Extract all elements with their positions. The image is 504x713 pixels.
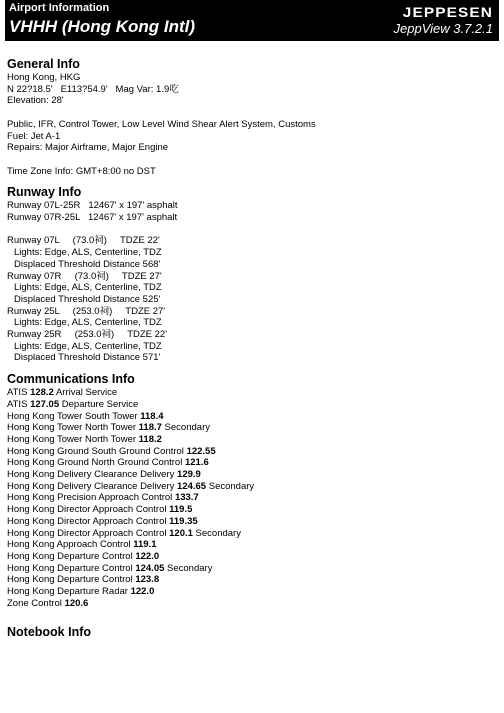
frequency-service-name: Hong Kong Tower South Tower (7, 410, 141, 422)
frequency-value: 120.1 (169, 527, 193, 539)
frequency-service-name: Hong Kong Director Approach Control (7, 527, 170, 539)
frequency-service-name: Hong Kong Tower North Tower (7, 422, 139, 434)
frequency-row (7, 504, 497, 516)
frequency-row (7, 492, 497, 504)
frequency-value: 121.6 (184, 457, 209, 469)
frequency-row (7, 411, 497, 423)
frequency-note: Secondary (164, 562, 213, 574)
runway-lights-text: Lights: Edge, ALS, Centerline, TDZ (14, 340, 162, 352)
frequency-value: 122.0 (135, 550, 160, 562)
frequency-service-name: ATIS (7, 398, 31, 410)
runway-threshold-text: Displaced Threshold Distance 525' (14, 293, 161, 305)
coordinates-text: N 22?18.5' E113?54.9' Mag Var: 1.9吃 (7, 83, 179, 95)
frequency-value: 119.35 (169, 515, 198, 527)
frequency-service-name: Hong Kong Approach Control (7, 539, 134, 551)
frequency-row (7, 469, 497, 481)
timezone-text: Time Zone Info: GMT+8:00 no DST (7, 165, 156, 177)
notebook-info-heading: Notebook Info (7, 625, 92, 640)
runway-detail-header: Runway 25L (253.0祠) TDZE 27' (7, 305, 166, 317)
frequency-row (7, 516, 497, 528)
frequency-row (7, 457, 497, 469)
frequency-note: Secondary (206, 480, 255, 492)
frequency-service-name: Hong Kong Departure Control (7, 574, 136, 586)
communications-list (7, 387, 497, 609)
facilities-text: Public, IFR, Control Tower, Low Level Wind Shear Alert System, Customs (7, 118, 316, 130)
jeppesen-logo: JEPPESEN (402, 4, 493, 20)
frequency-service-name: Hong Kong Director Approach Control (7, 504, 170, 516)
runway-lights-text: Lights: Edge, ALS, Centerline, TDZ (14, 282, 162, 294)
frequency-value: 119.5 (169, 504, 193, 516)
app-version: JeppView 3.7.2.1 (393, 21, 493, 36)
runway-threshold-text: Displaced Threshold Distance 568' (14, 258, 161, 270)
frequency-row (7, 528, 497, 540)
frequency-row (7, 551, 497, 563)
runway-summary-line: Runway 07R-25L 12467' x 197' asphalt (7, 212, 178, 223)
frequency-value: 119.1 (133, 539, 157, 551)
frequency-value: 124.65 (177, 480, 207, 492)
frequency-service-name: Zone Control (7, 597, 65, 609)
frequency-row (7, 481, 497, 493)
frequency-note: Departure Service (59, 398, 139, 410)
location-text: Hong Kong, HKG (7, 72, 81, 83)
fuel-text: Fuel: Jet A-1 (7, 130, 61, 142)
frequency-value: 133.7 (174, 492, 199, 504)
frequency-value: 122.0 (130, 586, 155, 598)
frequency-service-name: Hong Kong Departure Radar (7, 586, 131, 598)
frequency-value: 118.4 (140, 410, 164, 422)
header-bar (5, 0, 499, 41)
frequency-service-name: Hong Kong Director Approach Control (7, 515, 170, 527)
frequency-note: Secondary (192, 527, 241, 539)
runway-threshold-text: Displaced Threshold Distance 571' (14, 352, 161, 364)
runway-summary-line: Runway 07L-25R 12467' x 197' asphalt (7, 200, 178, 212)
airport-title: VHHH (Hong Kong Intl) (9, 17, 196, 36)
runway-detail-header: Runway 07L (73.0祠) TDZE 22' (7, 235, 160, 247)
runway-info-heading: Runway Info (7, 185, 82, 200)
frequency-value: 124.05 (135, 562, 165, 574)
frequency-service-name: Hong Kong Tower North Tower (7, 433, 139, 445)
frequency-note: Arrival Service (53, 387, 118, 399)
frequency-value: 118.7 (138, 422, 162, 434)
frequency-service-name: Hong Kong Ground North Ground Control (7, 457, 185, 469)
runway-detail-header: Runway 25R (253.0祠) TDZE 22' (7, 329, 168, 341)
header-label: Airport Information (9, 2, 110, 14)
frequency-row (7, 446, 497, 458)
communications-info-heading: Communications Info (7, 372, 135, 387)
frequency-row (7, 539, 497, 551)
frequency-row (7, 598, 497, 610)
frequency-service-name: Hong Kong Departure Control (7, 550, 136, 562)
frequency-row (7, 387, 497, 399)
frequency-value: 128.2 (30, 387, 54, 399)
frequency-service-name: Hong Kong Delivery Clearance Delivery (7, 469, 178, 481)
frequency-value: 123.8 (135, 574, 160, 586)
frequency-value: 127.05 (30, 398, 60, 410)
frequency-service-name: Hong Kong Precision Approach Control (7, 492, 175, 504)
frequency-row (7, 399, 497, 411)
frequency-service-name: Hong Kong Departure Control (7, 562, 136, 574)
frequency-service-name: Hong Kong Ground South Ground Control (7, 445, 187, 457)
frequency-row (7, 586, 497, 598)
frequency-row (7, 574, 497, 586)
elevation-text: Elevation: 28' (7, 95, 64, 107)
runway-detail-header: Runway 07R (73.0祠) TDZE 27' (7, 270, 162, 282)
frequency-value: 120.6 (64, 597, 89, 609)
frequency-value: 122.55 (186, 445, 216, 457)
runway-lights-text: Lights: Edge, ALS, Centerline, TDZ (14, 247, 162, 259)
frequency-service-name: ATIS (7, 387, 31, 399)
frequency-service-name: Hong Kong Delivery Clearance Delivery (7, 480, 178, 492)
runway-lights-text: Lights: Edge, ALS, Centerline, TDZ (14, 317, 162, 329)
frequency-note: Secondary (161, 422, 210, 434)
frequency-row (7, 434, 497, 446)
frequency-row (7, 422, 497, 434)
general-info-heading: General Info (7, 57, 80, 71)
airport-info-content (7, 57, 497, 640)
frequency-value: 129.9 (177, 469, 201, 481)
repairs-text: Repairs: Major Airframe, Major Engine (7, 142, 169, 154)
frequency-value: 118.2 (138, 433, 162, 445)
frequency-row (7, 563, 497, 575)
